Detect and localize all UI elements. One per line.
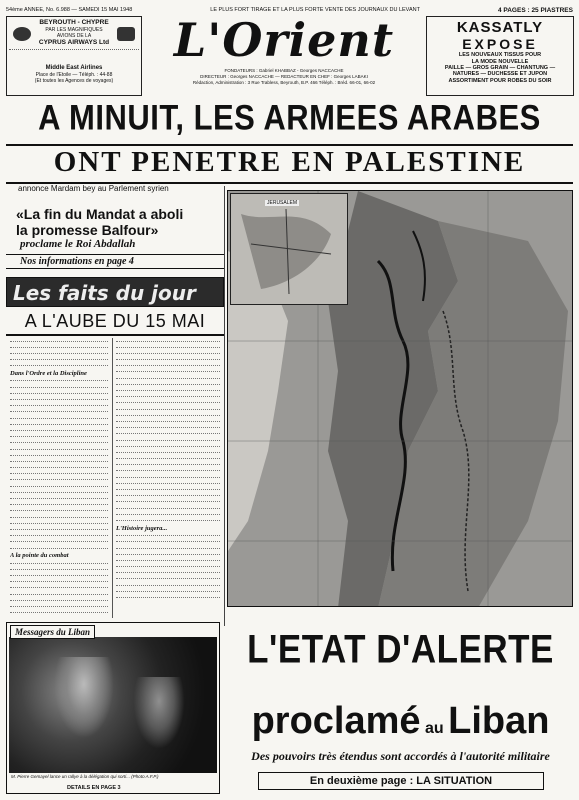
ad-airline-2: Middle East Airlines	[45, 64, 103, 71]
quote-line: la promesse Balfour»	[16, 222, 159, 238]
column-rule	[112, 338, 113, 618]
section-banner: Les faits du jour	[6, 277, 224, 307]
airline-ad	[6, 16, 142, 96]
quote-headline	[6, 206, 224, 238]
headline-word: proclamé	[251, 700, 421, 742]
ad-agencies: (Et toutes les Agences de voyages)	[34, 77, 114, 84]
headline-word: au	[424, 720, 444, 737]
masthead	[148, 14, 420, 70]
page-two-ref	[258, 772, 544, 790]
ad-line: ASSORTIMENT POUR ROBES DU SOIR	[448, 77, 552, 84]
editors: DIRECTEUR : Georges NACCACHE — REDACTEUR EN CHEF : Georges LABAKI	[200, 73, 368, 79]
column-rule	[224, 186, 225, 626]
inset-label: JERUSALEM	[267, 200, 298, 206]
ad-brand-verb: EXPOSE	[462, 36, 538, 53]
ad-line: LES NOUVEAUX TISSUS POUR	[458, 52, 542, 59]
palestine-map	[227, 190, 573, 607]
main-headline-2: ONT PENETRE EN PALESTINE	[53, 146, 526, 178]
ad-line: AVIONS DE LA	[56, 32, 92, 39]
article-column-1	[10, 338, 108, 618]
section-title: A L'AUBE DU 15 MAI	[6, 311, 224, 336]
ad-line: PAR LES MAGNIFIQUES	[45, 26, 103, 33]
ad-line: NATURES — DUCHESSE ET JUPON	[452, 71, 548, 78]
inset-graphic	[231, 194, 347, 304]
founders: FONDATEURS : Gabriel KHABBAZ - Georges NACCACHE	[224, 68, 344, 73]
page-two-value: LA SITUATION	[416, 775, 493, 787]
proclaimed-headline	[228, 700, 573, 743]
map-inset	[230, 193, 348, 305]
edition-info: 54ème ANNEE, No. 6.988 — SAMEDI 15 MAI 1948	[6, 7, 133, 13]
details-ref: DETAILS EN PAGE 3	[67, 785, 121, 791]
article-column-2	[116, 338, 220, 618]
ad-route: BEYROUTH - CHYPRE	[39, 19, 109, 26]
subhead: A la pointe du combat	[10, 552, 69, 560]
ad-line: PAILLE — GROS GRAIN — CHANTUNG —	[444, 64, 556, 71]
ad-address: Place de l'Etoile — Téléph. : 44-88	[35, 71, 113, 78]
page-reference: Nos informations en page 4	[6, 254, 224, 269]
headline-word: Liban	[448, 700, 550, 742]
kicker: annonce Mardam bey au Parlement syrien	[18, 184, 169, 193]
newspaper-title: L'Orient	[173, 13, 395, 67]
circulation-claim: LE PLUS FORT TIRAGE ET LA PLUS FORTE VENTE DES JOURNAUX DU LEVANT	[210, 7, 420, 13]
alert-deck: Des pouvoirs très étendus sont accordés à l'autorité militaire	[251, 749, 550, 763]
subhead: Dans l'Ordre et la Discipline	[10, 369, 87, 377]
alert-headline: L'ETAT D'ALERTE	[247, 627, 554, 672]
airline-logo-icon	[13, 27, 31, 41]
ad-line: LA MODE NOUVELLE	[471, 58, 529, 65]
photo-box	[6, 622, 220, 794]
crowd-photo	[9, 637, 217, 773]
main-headline: A MINUIT, LES ARMEES ARABES	[38, 97, 541, 138]
kassatly-ad	[426, 16, 574, 96]
ad-airline: CYPRUS AIRWAYS Ltd	[38, 38, 110, 46]
airline-crest-icon	[117, 27, 135, 41]
ad-brand: KASSATLY	[456, 19, 544, 36]
quote-line: «La fin du Mandat a aboli	[16, 206, 184, 222]
photo-caption: M. Pierre Gemayel lance un rallye à la délégation qui sorti... (Photo A.F.P.)	[11, 774, 159, 779]
subhead: L'Histoire jugera...	[116, 524, 168, 532]
quote-attribution: proclame le Roi Abdallah	[20, 238, 136, 250]
ad-fine-print	[9, 49, 139, 63]
address: Rédaction, Administration : 3 Rue Trabless, Beyrouth, B.P. 466 Téléph. : Bréd. 66-01, 66-02	[192, 79, 376, 85]
page-two-label: En deuxième page :	[309, 775, 414, 787]
photo-heading: Messagers du Liban	[10, 625, 95, 639]
masthead-credits	[148, 68, 420, 86]
price-info: 4 PAGES : 25 PIASTRES	[497, 6, 573, 14]
